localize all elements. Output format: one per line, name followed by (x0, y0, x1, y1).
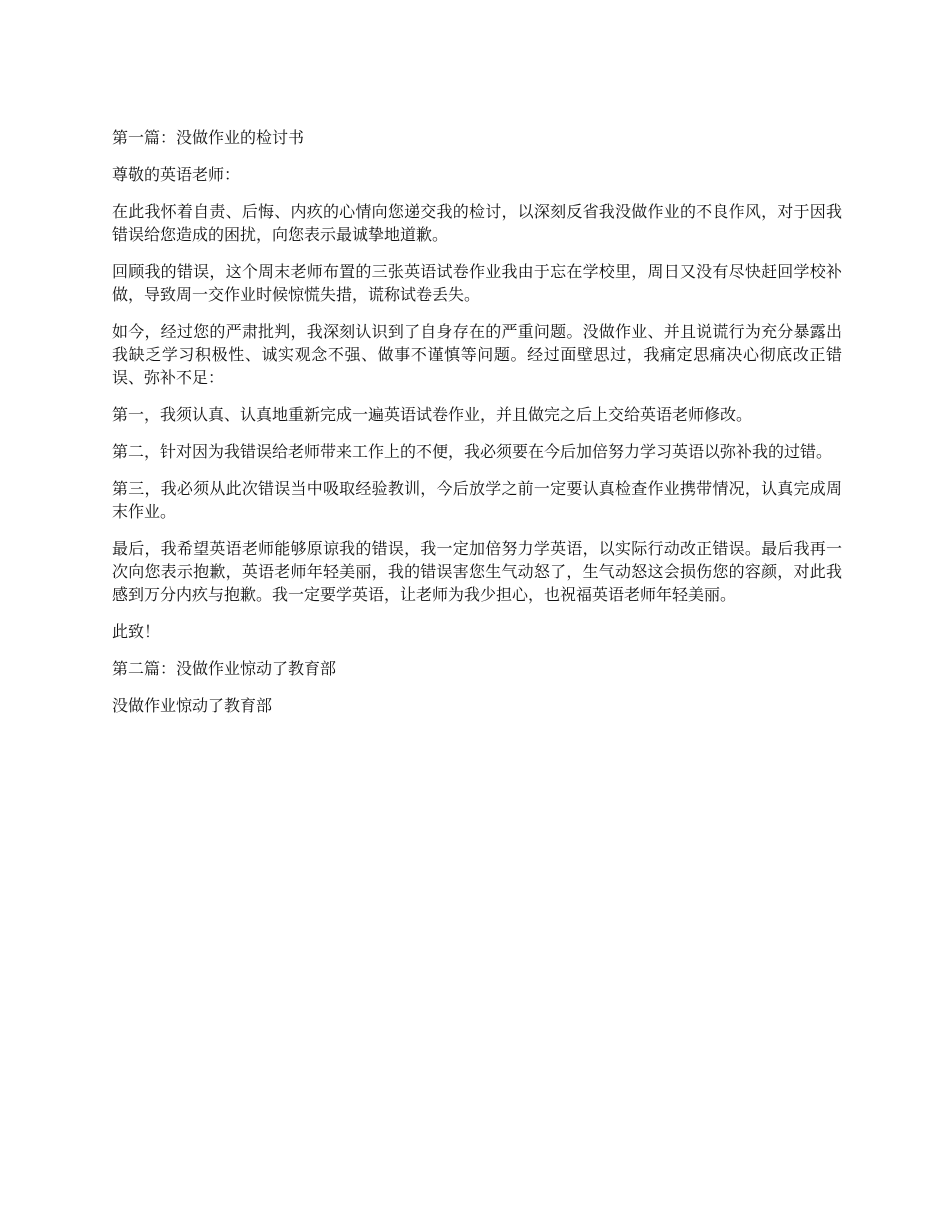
paragraph-section-2: 没做作业惊动了教育部 (112, 696, 273, 715)
document-body (112, 126, 842, 731)
paragraph-conclusion: 最后，我希望英语老师能够原谅我的错误，我一定加倍努力学英语，以实际行动改正错误。最后我再一次向您表示抱歉，英语老师年轻美丽，我的错误害您生气动怒了，生气动怒这会损伤您的容颜，对此我感到万分内疚与抱歉。我一定要学英语，让老师为我少担心，也祝福英语老师年轻美丽。 (112, 539, 842, 604)
paragraph-first-point: 第一，我须认真、认真地重新完成一遍英语试卷作业，并且做完之后上交给英语老师修改。 (112, 405, 753, 424)
paragraph-reflection: 如今，经过您的严肃批判，我深刻认识到了自身存在的严重问题。没做作业、并且说谎行为充分暴露出我缺乏学习积极性、诚实观念不强、做事不谨慎等问题。经过面壁思过，我痛定思痛决心彻底改正错误、弥补不足： (112, 322, 842, 387)
paragraph-apology: 在此我怀着自责、后悔、内疚的心情向您递交我的检讨，以深刻反省我没做作业的不良作风，对于因我错误给您造成的困扰，向您表示最诚挚地道歉。 (112, 202, 842, 244)
paragraph-third-point: 第三，我必须从此次错误当中吸取经验教训，今后放学之前一定要认真检查作业携带情况，认真完成周末作业。 (112, 479, 842, 521)
salutation: 尊敬的英语老师： (112, 165, 241, 184)
section-title-2: 第二篇：没做作业惊动了教育部 (112, 659, 337, 678)
paragraph-review: 回顾我的错误，这个周末老师布置的三张英语试卷作业我由于忘在学校里，周日又没有尽快赶回学校补做，导致周一交作业时候惊慌失措，谎称试卷丢失。 (112, 262, 842, 304)
paragraph-second-point: 第二，针对因为我错误给老师带来工作上的不便，我必须要在今后加倍努力学习英语以弥补我的过错。 (112, 442, 833, 461)
closing: 此致！ (112, 622, 161, 641)
section-title-1: 第一篇：没做作业的检讨书 (112, 128, 305, 147)
